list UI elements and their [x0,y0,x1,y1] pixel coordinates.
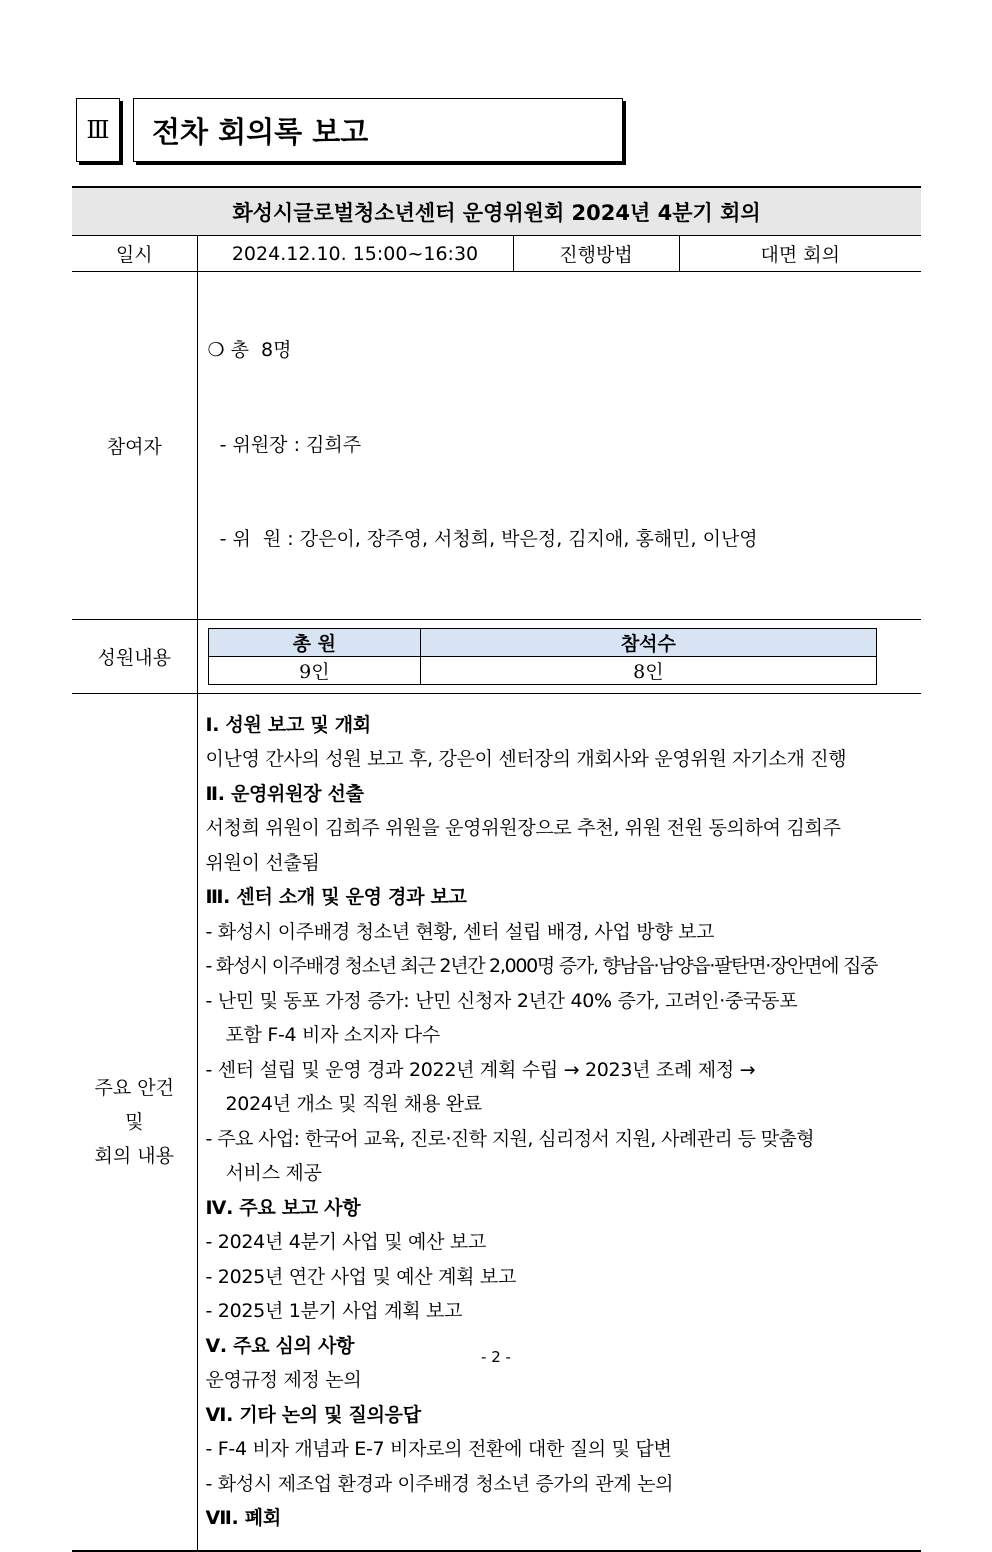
total-header: 총 원 [208,628,421,656]
attendees-members: - 위 원 : 강은이, 장주영, 서청희, 박은정, 김지애, 홍해민, 이난영 [207,528,758,550]
agenda-heading: Ⅲ. 센터 소개 및 운영 경과 보고 [205,886,467,908]
method-label: 진행방법 [513,236,679,272]
agenda-content [197,693,921,1551]
present-header: 참석수 [421,628,876,656]
agenda-label-line-2: 및 [125,1110,144,1133]
agenda-line: - 2025년 연간 사업 및 예산 계획 보고 [205,1265,517,1288]
agenda-line: 포함 F-4 비자 소지자 다수 [225,1024,440,1046]
agenda-line: - 2024년 4분기 사업 및 예산 보고 [205,1231,486,1253]
meeting-title: 화성시글로벌청소년센터 운영위원회 2024년 4분기 회의 [72,187,921,236]
agenda-label-line-3: 회의 내용 [94,1144,174,1167]
agenda-line: - 화성시 이주배경 청소년 최근 2년간 2,000명 증가, 향남읍·남양읍·팔탄면·장안면에 집중 [205,955,878,977]
agenda-heading: Ⅰ. 성원 보고 및 개회 [205,713,371,736]
agenda-line: - 센터 설립 및 운영 경과 2022년 계획 수립 → 2023년 조례 제정 → [205,1058,756,1081]
page-number: - 2 - [481,1348,511,1366]
attendees-chair: - 위원장 : 김희주 [207,433,362,456]
agenda-heading: Ⅱ. 운영위원장 선출 [205,782,364,805]
agenda-line: 운영규정 제정 논의 [205,1369,362,1391]
date-value: 2024.12.10. 15:00~16:30 [197,236,513,272]
agenda-line: - 2025년 1분기 사업 계획 보고 [205,1300,463,1322]
agenda-line: - F-4 비자 개념과 E-7 비자로의 전환에 대한 질의 및 답변 [205,1438,672,1460]
agenda-line: - 난민 및 동포 가정 증가: 난민 신청자 2년간 40% 증가, 고려인·중국동포 [205,989,798,1012]
method-value: 대면 회의 [679,236,921,272]
membership-label: 성원내용 [72,619,197,693]
attendees-cell [197,272,921,620]
agenda-line: 서청희 위원이 김희주 위원을 운영위원장으로 추천, 위원 전원 동의하여 김희주 [205,817,841,839]
agenda-line: 2024년 개소 및 직원 채용 완료 [225,1093,482,1115]
section-title: 전차 회의록 보고 [133,98,623,162]
section-number: Ⅲ [76,98,120,162]
agenda-heading: Ⅳ. 주요 보고 사항 [205,1196,361,1219]
agenda-line: - 주요 사업: 한국어 교육, 진로·진학 지원, 심리정서 지원, 사례관리 등 맞춤형 [205,1127,815,1150]
date-label: 일시 [72,236,197,272]
membership-table [208,628,877,685]
agenda-heading: Ⅴ. 주요 심의 사항 [205,1334,355,1357]
present-value: 8인 [421,656,876,684]
attendees-total: ❍ 총 8명 [207,339,292,361]
minutes-table [72,186,921,1552]
agenda-line: - 화성시 이주배경 청소년 현황, 센터 설립 배경, 사업 방향 보고 [205,920,715,943]
agenda-heading: Ⅵ. 기타 논의 및 질의응답 [205,1403,421,1426]
agenda-line: - 화성시 제조업 환경과 이주배경 청소년 증가의 관계 논의 [205,1472,674,1495]
agenda-heading: Ⅶ. 폐회 [205,1507,281,1529]
total-value: 9인 [208,656,421,684]
agenda-label-line-1: 주요 안건 [94,1076,174,1099]
agenda-label [72,693,197,1551]
attendees-label: 참여자 [72,272,197,620]
agenda-line: 이난영 간사의 성원 보고 후, 강은이 센터장의 개회사와 운영위원 자기소개 진행 [205,748,847,770]
agenda-line: 위원이 선출됨 [205,851,320,874]
membership-cell [197,619,921,693]
agenda-line: 서비스 제공 [225,1162,322,1184]
